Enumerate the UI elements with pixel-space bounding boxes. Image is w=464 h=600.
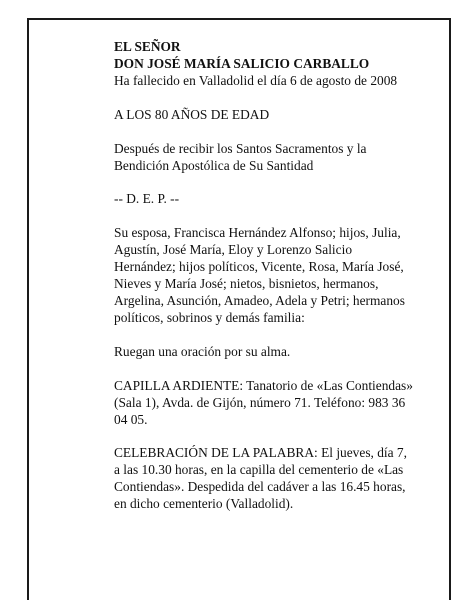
chapel-paragraph: CAPILLA ARDIENTE: Tanatorio de «Las Contiendas» (Sala 1), Avda. de Gijón, número 71. Teléfono: 983 36 04 05. [114,377,413,427]
notice-title: EL SEÑOR [114,39,181,54]
spacer [114,124,414,141]
death-announcement: Ha fallecido en Valladolid el día 6 de agosto de 2008 [114,72,398,88]
obituary-notice [114,39,414,513]
prayer-line: Ruegan una oración por su alma. [114,343,291,359]
age-line: A LOS 80 AÑOS DE EDAD [114,106,270,122]
spacer [114,428,414,445]
celebration-paragraph: CELEBRACIÓN DE LA PALABRA: El jueves, día 7, a las 10.30 horas, en la capilla del cementerio de «Las Contiendas». Despedida del cadáver a las 16.45 horas, en dicho cementerio (Valladolid). [114,445,407,512]
spacer [114,174,414,191]
spacer [114,361,414,378]
spacer [114,90,414,107]
family-paragraph: Su esposa, Francisca Hernández Alfonso; hijos, Julia, Agustín, José María, Eloy y Lorenzo Salicio Hernández; hijos políticos, Vicente, Rosa, María José, Nieves y María José; nietos, bisnietos, hermanos, Argelina, Asunción, Amadeo, Adela y Petri; hermanos políticos, sobrinos y demás familia: [114,225,405,325]
spacer [114,208,414,225]
deceased-name: DON JOSÉ MARÍA SALICIO CARBALLO [114,55,370,71]
spacer [114,327,414,344]
dep-line: -- D. E. P. -- [114,191,180,207]
sacraments-paragraph: Después de recibir los Santos Sacramentos y la Bendición Apostólica de Su Santidad [114,140,367,173]
